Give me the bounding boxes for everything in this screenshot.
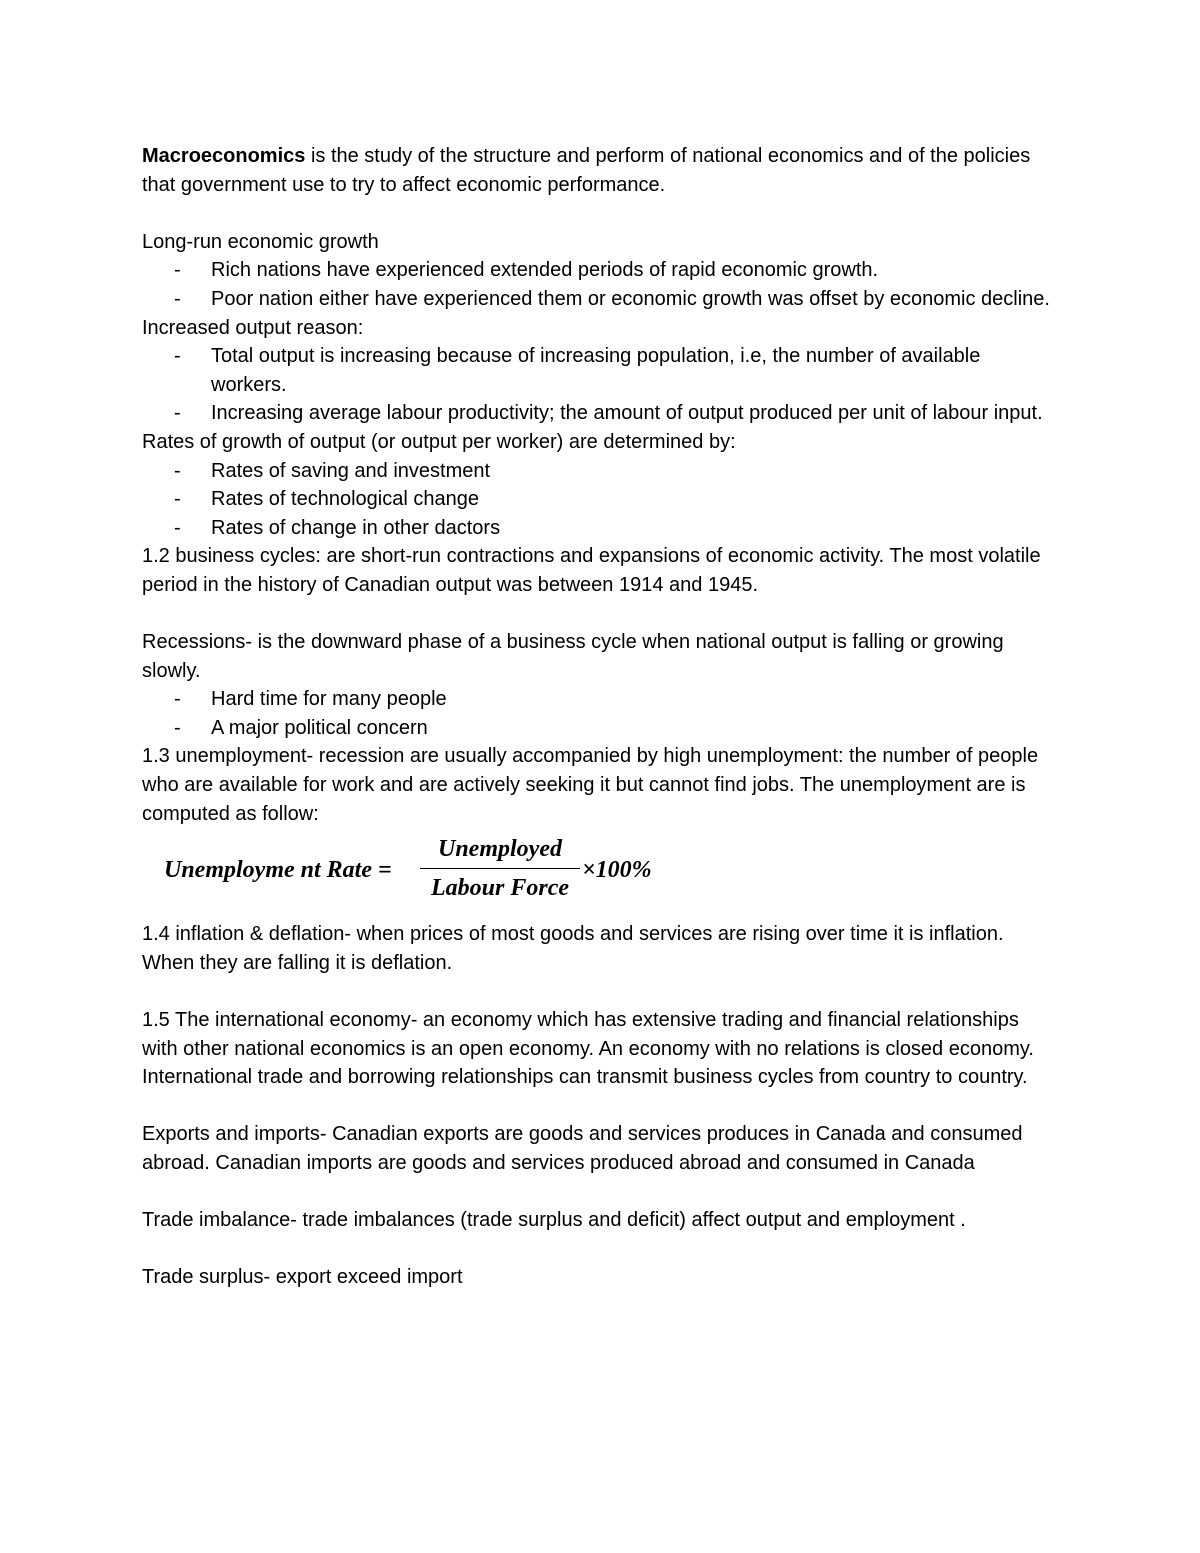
trade-imbalance-paragraph: Trade imbalance- trade imbalances (trade surplus and deficit) affect output and employment . — [142, 1209, 966, 1232]
recessions-list — [142, 685, 1057, 742]
growth-list — [142, 256, 1057, 313]
formula-lhs: Unemployme nt Rate = — [164, 857, 392, 884]
rates-heading: Rates of growth of output (or output per worker) are determined by: — [142, 430, 736, 453]
intro-term: Macroeconomics — [142, 145, 306, 167]
spacer — [142, 199, 1057, 228]
document-page — [142, 142, 1057, 1292]
international-paragraph: 1.5 The international economy- an economy which has extensive trading and financial relationships with other national economics is an open economy. An economy with no relations is closed economy. International trade and borrowing relationships can transmit business cycles from country to country. — [142, 1009, 1034, 1089]
formula-denominator: Labour Force — [431, 875, 569, 902]
spacer — [142, 977, 1057, 1006]
growth-heading: Long-run economic growth — [142, 230, 379, 253]
list-item: - Increasing average labour productivity; the amount of output produced per unit of labour input. — [211, 399, 1057, 428]
spacer — [142, 1178, 1057, 1207]
exports-paragraph: Exports and imports- Canadian exports are goods and services produces in Canada and consumed abroad. Canadian imports are goods and services produced abroad and consumed in Canada — [142, 1123, 1023, 1174]
list-item: - Rates of saving and investment — [211, 457, 1057, 486]
list-item: - A major political concern — [211, 714, 1057, 743]
spacer — [142, 600, 1057, 629]
formula-numerator: Unemployed — [438, 836, 562, 863]
unemployment-rate-formula — [142, 834, 1057, 910]
trade-surplus-paragraph: Trade surplus- export exceed import — [142, 1266, 463, 1289]
output-list — [142, 342, 1057, 428]
formula-rhs: ×100% — [582, 857, 652, 884]
list-item: - Rates of change in other dactors — [211, 514, 1057, 543]
list-item: - Rates of technological change — [211, 485, 1057, 514]
list-item: - Poor nation either have experienced them or economic growth was offset by economic decline. — [211, 285, 1057, 314]
formula-fraction — [420, 834, 580, 905]
inflation-paragraph: 1.4 inflation & deflation- when prices of most goods and services are rising over time it is inflation. When they are falling it is deflation. — [142, 923, 1004, 974]
rates-list — [142, 457, 1057, 543]
unemployment-paragraph: 1.3 unemployment- recession are usually accompanied by high unemployment: the number of people who are available for work and are actively seeking it but cannot find jobs. The unemployment are is computed as follow: — [142, 745, 1039, 825]
list-item: - Rich nations have experienced extended periods of rapid economic growth. — [211, 256, 1057, 285]
intro-paragraph — [142, 142, 1057, 199]
fraction-bar — [420, 868, 580, 869]
spacer — [142, 1235, 1057, 1264]
list-item: - Total output is increasing because of increasing population, i.e, the number of available workers. — [211, 342, 1057, 399]
recessions-paragraph: Recessions- is the downward phase of a business cycle when national output is falling or growing slowly. — [142, 631, 1004, 682]
business-cycles-paragraph: 1.2 business cycles: are short-run contractions and expansions of economic activity. The most volatile period in the history of Canadian output was between 1914 and 1945. — [142, 545, 1041, 596]
intro-text: is the study of the structure and perform of national economics and of the policies that government use to try to affect economic performance. — [142, 145, 1031, 196]
spacer — [142, 1092, 1057, 1121]
output-heading: Increased output reason: — [142, 316, 364, 339]
list-item: - Hard time for many people — [211, 685, 1057, 714]
